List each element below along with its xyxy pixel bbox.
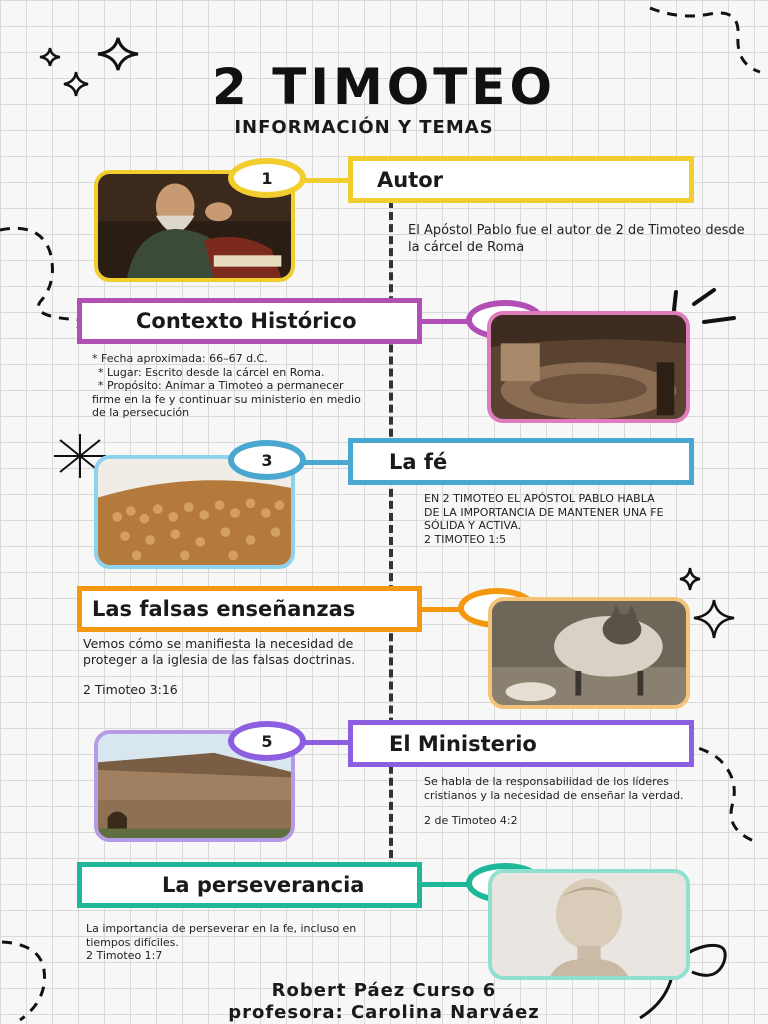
section-heading [77,586,422,632]
section-heading-text: El Ministerio [389,731,537,756]
teacher-credit: profesora: Carolina Narváez [228,1002,540,1023]
section-heading [348,438,694,485]
section-heading-text: Contexto Histórico [136,309,357,333]
section-heading [77,298,422,344]
connector-line [300,740,352,745]
step-number-badge: 5 [228,721,306,761]
section-heading [348,720,694,767]
section-heading [77,862,422,908]
section-body: El Apóstol Pablo fue el autor de 2 de Timoteo desde la cárcel de Roma [408,223,745,255]
context-line-place: * Lugar: Escrito desde la cárcel en Roma. [98,365,325,379]
roman-prison-image [487,311,690,423]
section-body: Se habla de la responsabilidad de los líderes cristianos y la necesidad de enseñar la verdad. [424,775,684,802]
section-heading-text: La fé [389,449,448,474]
page-subtitle: INFORMACIÓN Y TEMAS [234,117,494,138]
context-line-purpose: * Propósito: Animar a Timoteo a permanecer firme en la fe y continuar su ministerio en medio de la persecución [92,379,361,419]
scripture-reference: 2 Timoteo 1:7 [86,949,163,962]
marble-bust-image [488,869,690,980]
section-body: Vemos cómo se manifiesta la necesidad de proteger a la iglesia de las falsas doctrinas. [83,636,356,667]
section-body: La importancia de perseverar en la fe, incluso en tiempos difíciles. [86,922,357,949]
section-heading-text: Autor [377,167,444,192]
step-number-badge: 3 [228,440,306,480]
section-heading-text: La perseverancia [162,873,365,897]
context-line-date: * Fecha aproximada: 66–67 d.C. [92,352,268,365]
wolf-sheep-image [488,597,690,709]
page-title: 2 TIMOTEO [212,58,556,116]
connector-line [420,882,472,887]
step-number-badge: 1 [228,158,306,198]
scripture-reference: 2 de Timoteo 4:2 [424,814,518,827]
connector-line [420,319,472,324]
section-body: EN 2 TIMOTEO EL APÓSTOL PABLO HABLA DE LA IMPORTANCIA DE MANTENER UNA FE SÓLIDA Y ACTIVA. [424,492,664,532]
section-heading-text: Las falsas enseñanzas [92,597,356,621]
scripture-reference: 2 Timoteo 3:16 [83,682,178,697]
scripture-reference: 2 TIMOTEO 1:5 [424,532,507,546]
connector-line [300,178,352,183]
connector-line [300,460,352,465]
author-credit: Robert Páez Curso 6 [271,980,497,1001]
section-heading [348,156,694,203]
